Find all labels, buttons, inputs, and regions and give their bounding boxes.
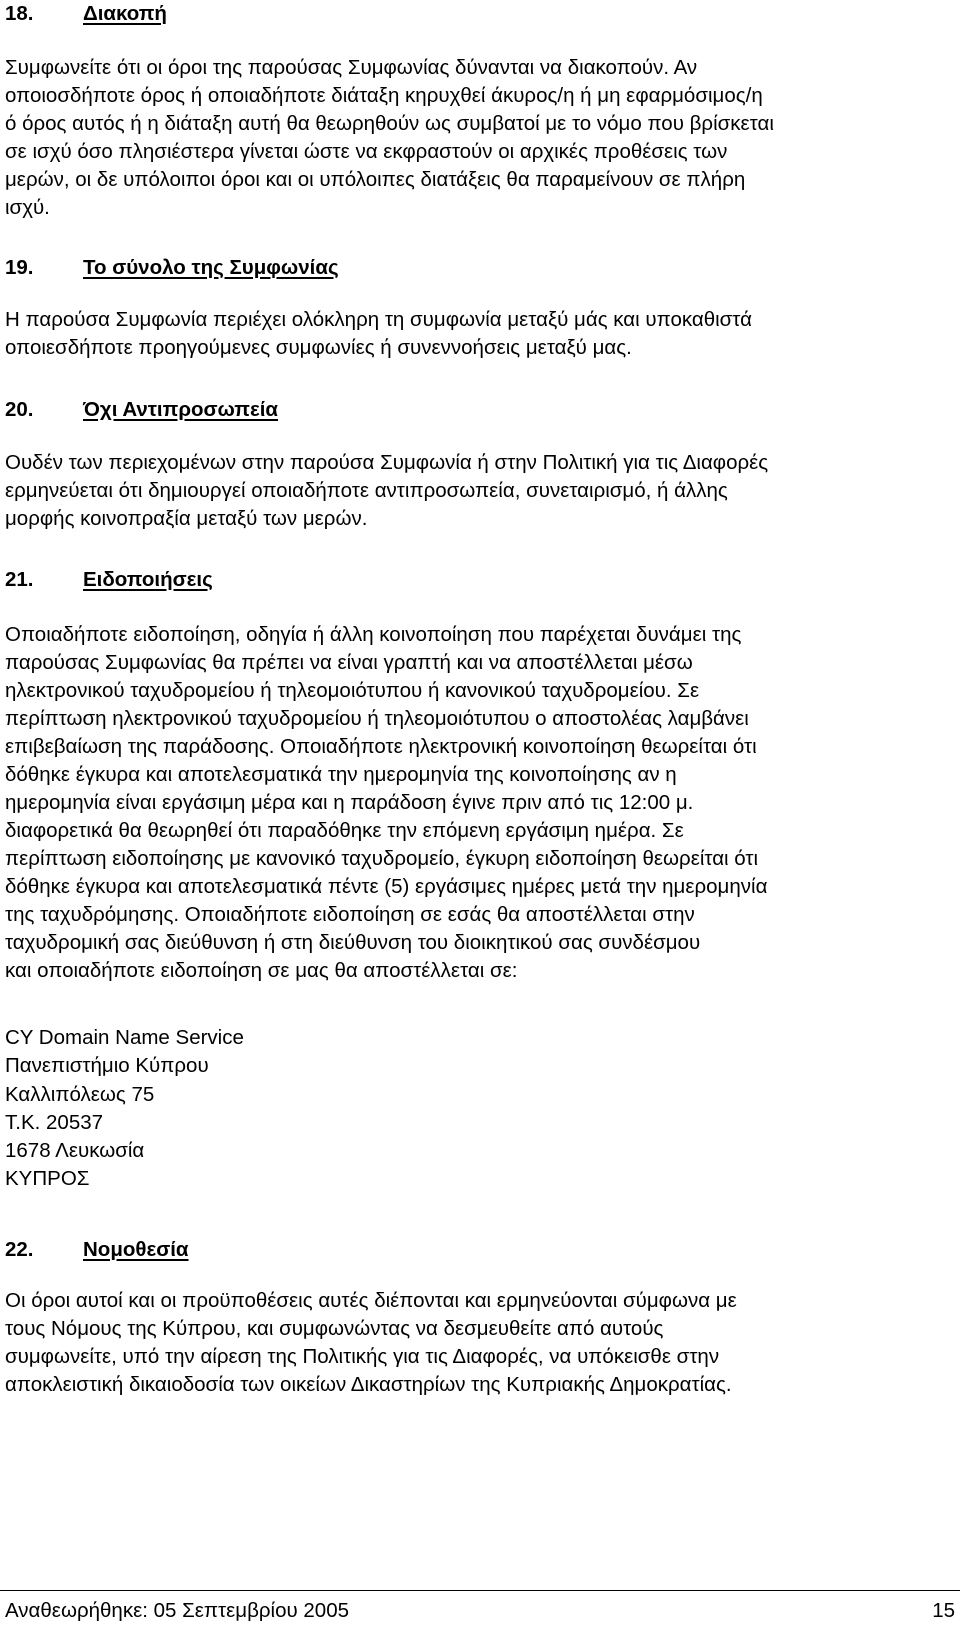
address-line: 1678 Λευκωσία — [5, 1139, 145, 1163]
section-title: Όχι Αντιπροσωπεία — [83, 398, 279, 421]
address-line: ΚΥΠΡΟΣ — [5, 1167, 90, 1191]
body-line: Συμφωνείτε ότι οι όροι της παρούσας Συμφωνίας δύνανται να διακοπούν. Αν — [5, 56, 698, 79]
body-line: ερμηνεύεται ότι δημιουργεί οποιαδήποτε αντιπροσωπεία, συνεταιρισμό, ή άλλης — [5, 479, 728, 502]
address-line: CY Domain Name Service — [5, 1026, 244, 1049]
body-line: περίπτωση ειδοποίησης με κανονικό ταχυδρομείο, έγκυρη ειδοποίηση θεωρείται ότι — [5, 847, 759, 870]
body-line: οποιοσδήποτε όρος ή οποιαδήποτε διάταξη κηρυχθεί άκυρος/η ή μη εφαρμόσιμος/η — [5, 84, 763, 107]
section-title: Το σύνολο της Συμφωνίας — [83, 256, 339, 279]
body-line: ημερομηνία είναι εργάσιμη μέρα και η παράδοση έγινε πριν από τις 12:00 μ. — [5, 791, 694, 814]
body-line: και οποιαδήποτε ειδοποίηση σε μας θα αποστέλλεται σε: — [5, 959, 518, 982]
body-line: Η παρούσα Συμφωνία περιέχει ολόκληρη τη συμφωνία μεταξύ μάς και υποκαθιστά — [5, 308, 752, 331]
body-line: παρούσας Συμφωνίας θα πρέπει να είναι γραπτή και να αποστέλλεται μέσω — [5, 651, 693, 674]
section-number: 22. — [5, 1238, 34, 1261]
section-number: 21. — [5, 568, 34, 591]
body-line: δόθηκε έγκυρα και αποτελεσματικά την ημερομηνία της κοινοποίησης αν η — [5, 763, 677, 786]
body-line: Οποιαδήποτε ειδοποίηση, οδηγία ή άλλη κοινοποίηση που παρέχεται δυνάμει της — [5, 623, 742, 646]
section-number: 19. — [5, 256, 34, 279]
body-line: της ταχυδρόμησης. Οποιαδήποτε ειδοποίηση σε εσάς θα αποστέλλεται στην — [5, 903, 695, 926]
body-line: ό όρος αυτός ή η διάταξη αυτή θα θεωρηθούν ως συμβατοί με το νόμο που βρίσκεται — [5, 112, 774, 135]
section-19-body — [5, 306, 955, 362]
section-21-heading — [5, 568, 213, 592]
body-line: μερών, οι δε υπόλοιποι όροι και οι υπόλοιπες διατάξεις θα παραμείνουν σε πλήρη — [5, 168, 746, 191]
address-line: Πανεπιστήμιο Κύπρου — [5, 1054, 209, 1078]
body-line: τους Νόμους της Κύπρου, και συμφωνώντας να δεσμευθείτε από αυτούς — [5, 1317, 664, 1340]
body-line: δόθηκε έγκυρα και αποτελεσματικά πέντε (5) εργάσιμες ημέρες μετά την ημερομηνία — [5, 875, 768, 898]
body-line: ηλεκτρονικού ταχυδρομείου ή τηλεομοιότυπου ή κανονικού ταχυδρομείου. Σε — [5, 679, 700, 702]
section-title: Διακοπή — [83, 2, 167, 25]
body-line: Ουδέν των περιεχομένων στην παρούσα Συμφωνία ή στην Πολιτική για τις Διαφορές — [5, 451, 769, 474]
section-19-heading — [5, 256, 339, 280]
address-line: Καλλιπόλεως 75 — [5, 1082, 155, 1106]
body-line: ισχύ. — [5, 196, 50, 219]
address-line: Τ.Κ. 20537 — [5, 1110, 104, 1134]
body-line: οποιεσδήποτε προηγούμενες συμφωνίες ή συνεννοήσεις μεταξύ μας. — [5, 336, 632, 359]
body-line: συμφωνείτε, υπό την αίρεση της Πολιτικής για τις Διαφορές, να υπόκεισθε στην — [5, 1345, 720, 1368]
section-22-heading — [5, 1238, 189, 1262]
section-18-body — [5, 54, 955, 222]
footer-divider — [0, 1590, 960, 1591]
body-line: περίπτωση ηλεκτρονικού ταχυδρομείου ή τηλεομοιότυπου ο αποστολέας λαμβάνει — [5, 707, 749, 730]
section-number: 20. — [5, 398, 34, 421]
body-line: αποκλειστική δικαιοδοσία των οικείων Δικαστηρίων της Κυπριακής Δημοκρατίας. — [5, 1373, 732, 1396]
section-20-heading — [5, 398, 278, 422]
section-title: Ειδοποιήσεις — [83, 568, 213, 591]
body-line: ταχυδρομική σας διεύθυνση ή στη διεύθυνση του διοικητικού σας συνδέσμου — [5, 931, 701, 954]
section-22-body — [5, 1287, 955, 1399]
section-20-body — [5, 449, 955, 533]
body-line: επιβεβαίωση της παράδοσης. Οποιαδήποτε ηλεκτρονική κοινοποίηση θεωρείται ότι — [5, 735, 757, 758]
section-title: Νομοθεσία — [83, 1238, 189, 1261]
section-number: 18. — [5, 2, 34, 25]
body-line: σε ισχύ όσο πλησιέστερα γίνεται ώστε να εκφραστούν οι αρχικές προθέσεις των — [5, 140, 728, 163]
footer-revision-date: Αναθεωρήθηκε: 05 Σεπτεμβρίου 2005 — [5, 1599, 350, 1622]
postal-address — [5, 1024, 244, 1194]
body-line: μορφής κοινοπραξία μεταξύ των μερών. — [5, 507, 368, 530]
body-line: Οι όροι αυτοί και οι προϋποθέσεις αυτές διέπονται και ερμηνεύονται σύμφωνα με — [5, 1289, 737, 1312]
footer-page-number: 15 — [932, 1599, 955, 1622]
section-18-heading — [5, 2, 167, 26]
section-21-body — [5, 621, 955, 985]
body-line: διαφορετικά θα θεωρηθεί ότι παραδόθηκε την επόμενη εργάσιμη ημέρα. Σε — [5, 819, 684, 842]
